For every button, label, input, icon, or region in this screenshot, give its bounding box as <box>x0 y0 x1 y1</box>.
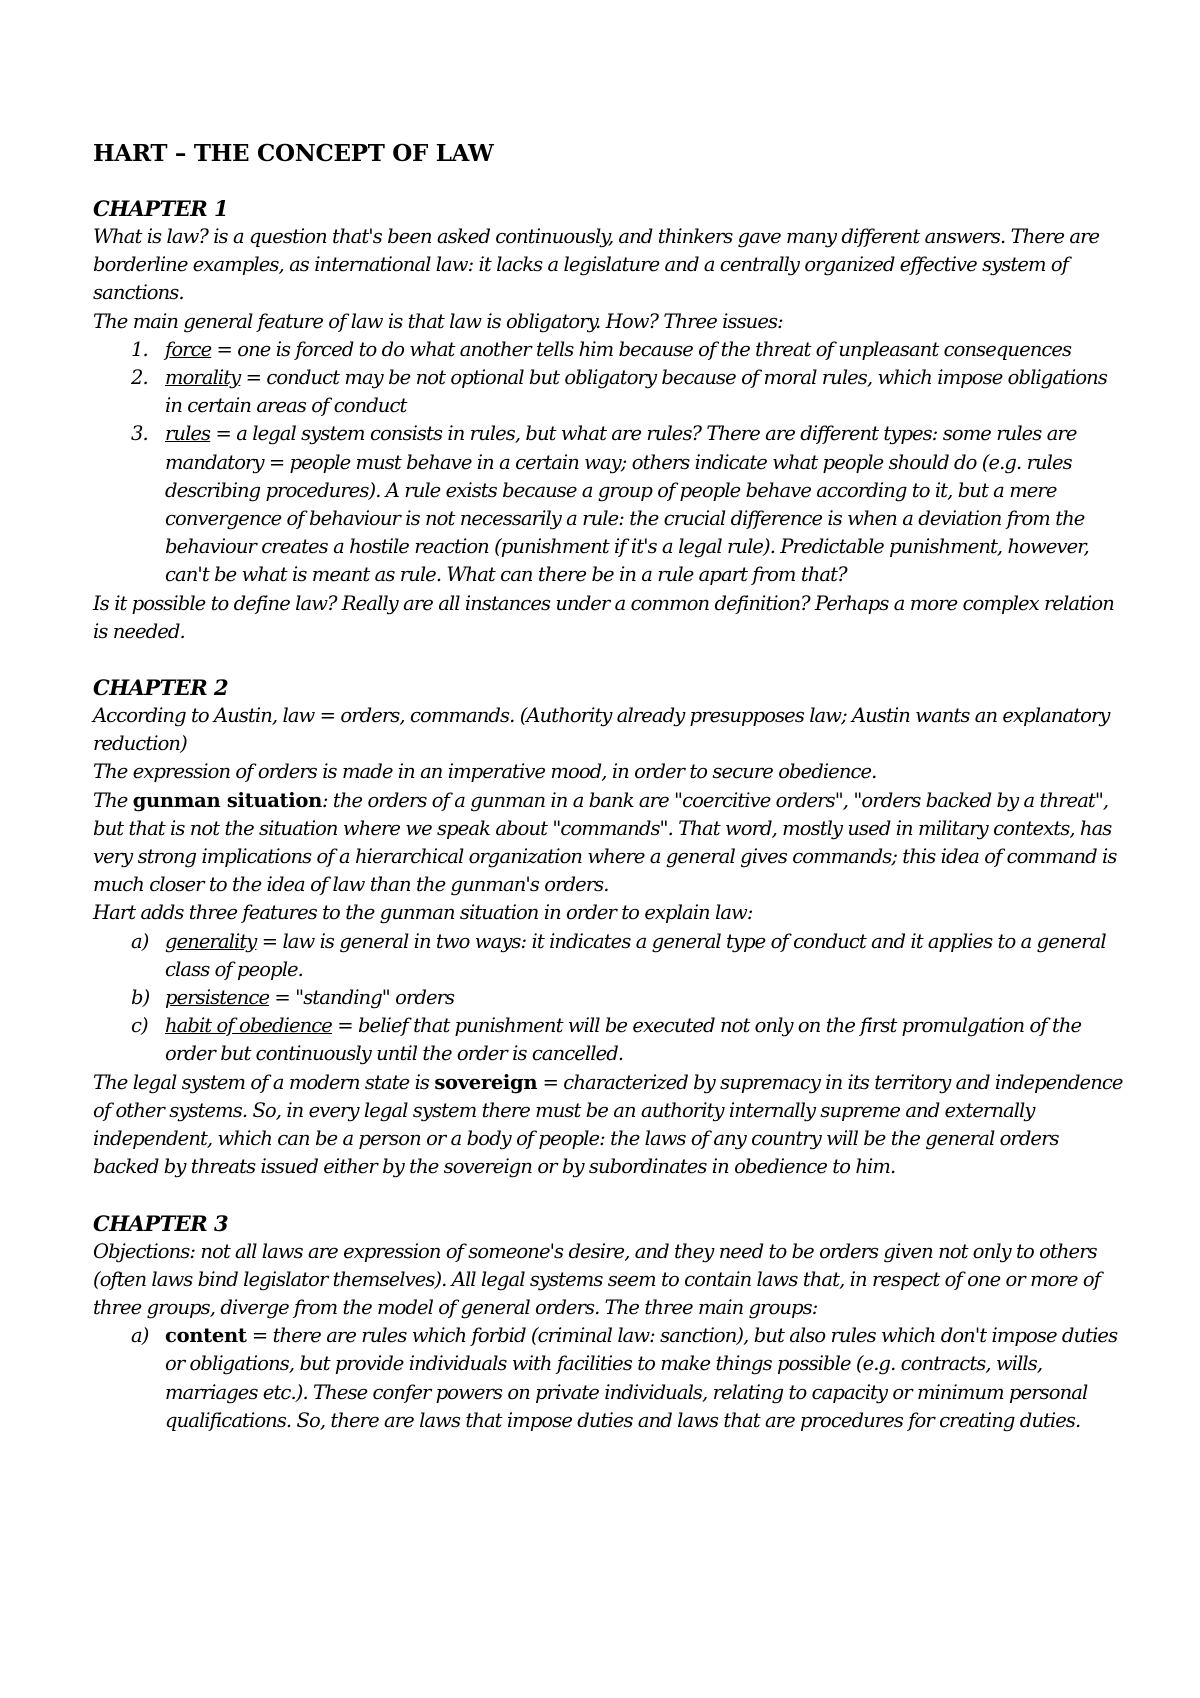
chapter-3-list <box>93 1322 1123 1435</box>
document-title: HART – THE CONCEPT OF LAW <box>93 140 494 167</box>
list-text: = conduct may be not optional but obligatory because of moral rules, which impose obligations in certain areas of conduct <box>165 366 1107 418</box>
chapter-1 <box>93 195 1123 646</box>
chapter-1-list <box>93 336 1123 590</box>
chapter-1-paragraph-1: What is law? is a question that's been asked continuously, and thinkers gave many different answers. There are borderline examples, as international law: it lacks a legislature and a centrally organized effective system of sanctions. <box>93 225 1100 305</box>
text-run: = characterized by supremacy in its territory and independence of other systems. So, in every legal system there must be an authority internally supreme and externally independent, which can be a person or a body of people: the laws of any country will be the general orders backed by threats issued either by the sovereign or by subordinates in obedience to him. <box>93 1070 1123 1179</box>
list-marker: b) <box>131 986 150 1010</box>
list-item <box>93 420 1123 589</box>
chapter-3 <box>93 1210 1123 1435</box>
list-item <box>93 928 1123 984</box>
chapter-1-heading: CHAPTER 1 <box>93 196 229 221</box>
list-marker: 3. <box>131 422 148 446</box>
list-marker: a) <box>131 1324 149 1348</box>
list-text: = there are rules which forbid (criminal law: sanction), but also rules which don't impose duties or obligations, but provide individuals with facilities to make things possible (e.g. contracts, wills, marriages etc.). These confer powers on private individuals, relating to capacity or minimum personal qualifications. So, there are laws that impose duties and laws that are procedures for creating duties. <box>165 1324 1118 1432</box>
bold-term-sovereign: sovereign <box>434 1070 538 1094</box>
list-term: generality <box>165 929 257 953</box>
chapter-2-list <box>93 928 1123 1069</box>
list-item <box>93 1322 1123 1435</box>
document-body <box>93 140 1123 1463</box>
chapter-1-paragraph-3: Is it possible to define law? Really are all instances under a common definition? Perhaps a more complex relation is needed. <box>93 591 1114 643</box>
list-marker: 1. <box>131 337 148 361</box>
list-text: = a legal system consists in rules, but what are rules? There are different types: some rules are mandatory = people must behave in a certain way; others indicate what people should do (e.g. rules describing procedures). A rule exists because a group of people behave according to it, but a mere convergence of behaviour is not necessarily a rule: the crucial difference is when a deviation from the behaviour creates a hostile reaction (punishment if it's a legal rule). Predictable punishment, however, can't be what is meant as rule. What can there be in a rule apart from that? <box>165 422 1089 587</box>
list-term: habit of obedience <box>165 1014 332 1038</box>
list-term: rules <box>165 422 211 446</box>
chapter-1-paragraph-2: The main general feature of law is that law is obligatory. How? Three issues: <box>93 309 783 333</box>
bold-term-gunman: gunman situation <box>132 788 322 812</box>
chapter-3-heading: CHAPTER 3 <box>93 1210 229 1236</box>
chapter-3-paragraph-1: Objections: not all laws are expression of someone's desire, and they need to be orders given not only to others (often laws bind legislator themselves). All legal systems seem to contain laws that, in respect of one or more of three groups, diverge from the model of general orders. The three main groups: <box>93 1239 1101 1319</box>
chapter-2-paragraph-3 <box>93 787 1123 900</box>
chapter-2-paragraph-4: Hart adds three features to the gunman situation in order to explain law: <box>93 901 753 925</box>
list-marker: 2. <box>131 366 148 390</box>
list-item <box>93 1012 1123 1068</box>
list-item <box>93 364 1123 420</box>
text-run: : the orders of a gunman in a bank are "coercitive orders", "orders backed by a threat", but that is not the situation where we speak about "commands". That word, mostly used in military contexts, has very strong implications of a hierarchical organization where a general gives commands; this idea of command is much closer to the idea of law than the gunman's orders. <box>93 788 1117 897</box>
chapter-2-heading: CHAPTER 2 <box>93 675 229 701</box>
chapter-2-paragraph-2: The expression of orders is made in an imperative mood, in order to secure obedience. <box>93 760 877 784</box>
list-text: = law is general in two ways: it indicates a general type of conduct and it applies to a general class of people. <box>165 929 1106 981</box>
chapter-2-paragraph-5 <box>93 1069 1123 1182</box>
list-marker: a) <box>131 929 149 953</box>
list-marker: c) <box>131 1014 148 1038</box>
text-run: The legal system of a modern state is <box>93 1070 435 1094</box>
list-term: morality <box>165 366 241 390</box>
list-term: force <box>165 337 212 361</box>
list-text: = "standing" orders <box>269 986 455 1010</box>
list-term: content <box>165 1324 247 1348</box>
text-run: The <box>93 788 133 812</box>
list-item <box>93 984 1123 1012</box>
list-term: persistence <box>165 986 270 1010</box>
chapter-2-paragraph-1: According to Austin, law = orders, commands. (Authority already presupposes law; Austin wants an explanatory reduction) <box>93 704 1110 756</box>
list-item <box>93 336 1123 364</box>
chapter-2 <box>93 674 1123 1181</box>
list-text: = belief that punishment will be executed not only on the first promulgation of the order but continuously until the order is cancelled. <box>165 1014 1082 1066</box>
list-text: = one is forced to do what another tells him because of the threat of unpleasant consequences <box>211 337 1072 361</box>
